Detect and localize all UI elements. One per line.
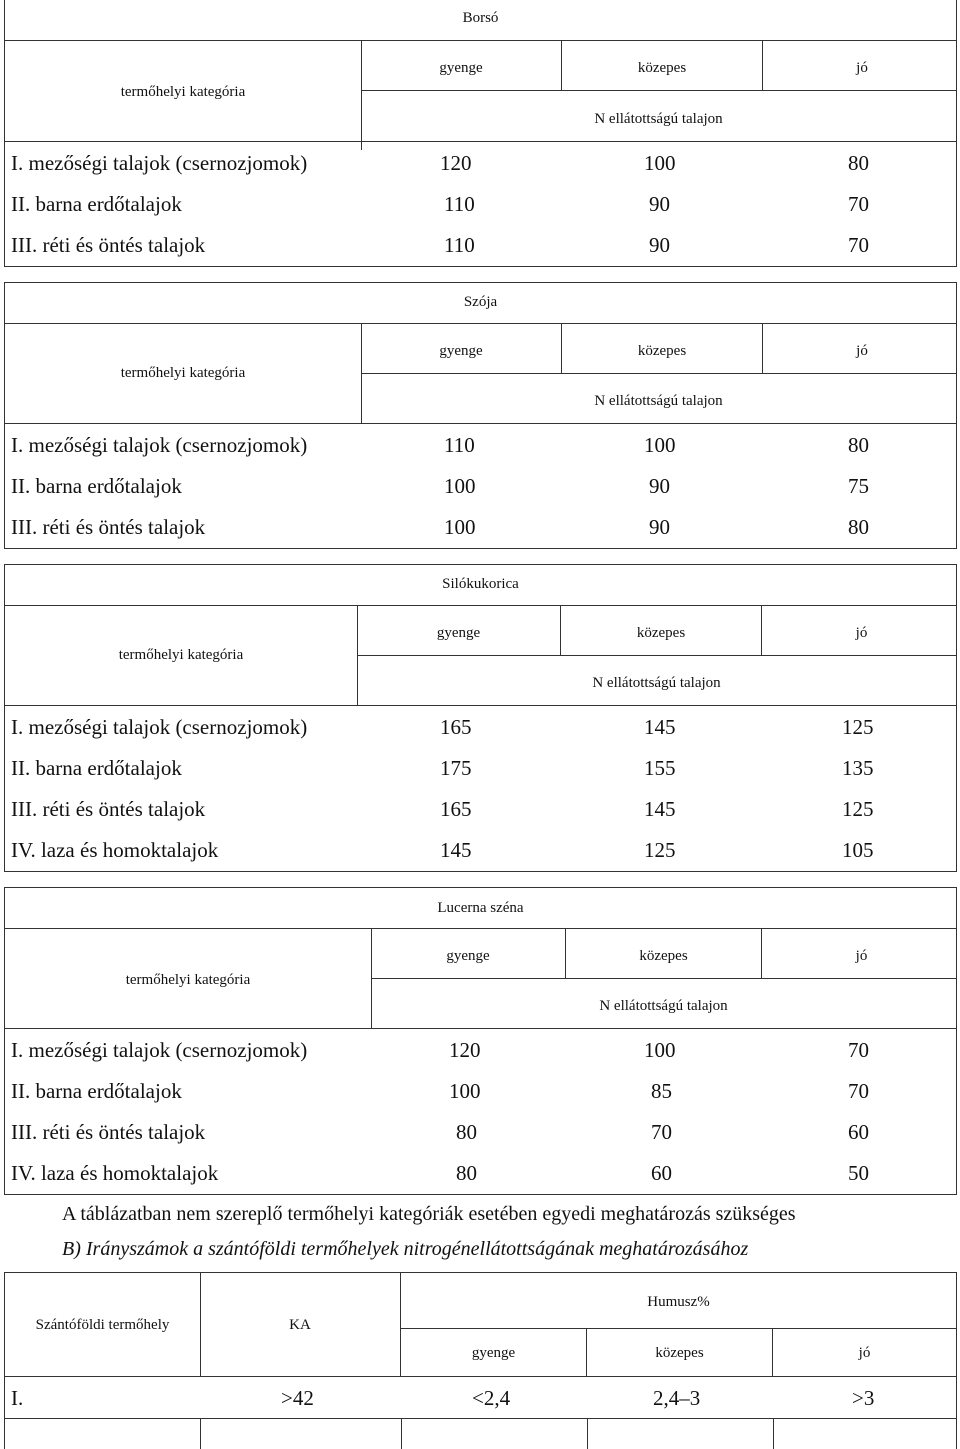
- supply-label: N ellátottságú talajon: [594, 393, 723, 409]
- data-block: [4, 423, 957, 549]
- value-good: 75: [848, 474, 869, 498]
- good-label: jó: [858, 1345, 871, 1361]
- value-good: 60: [848, 1120, 869, 1144]
- weak-label: gyenge: [439, 60, 483, 76]
- value-good: 80: [848, 515, 869, 539]
- table-title: [4, 0, 957, 41]
- value-weak: 100: [449, 1079, 481, 1103]
- col-humus-header: [401, 1272, 957, 1329]
- section-b-title: B) Irányszámok a szántóföldi termőhelyek nitrogénellátottságának meghatározásához: [62, 1238, 749, 1260]
- supply-label: N ellátottságú talajon: [592, 675, 721, 691]
- value-weak: 165: [440, 715, 472, 739]
- table-row: [5, 1029, 956, 1070]
- weak-label: gyenge: [436, 625, 481, 641]
- header-weak: [361, 40, 562, 91]
- header-good: [762, 928, 957, 979]
- supply-label: N ellátottságú talajon: [594, 111, 723, 127]
- header-supply: [371, 979, 957, 1028]
- humus-good-header: [773, 1328, 957, 1376]
- row-label: II. barna erdőtalajok: [11, 756, 182, 780]
- col-divider: [587, 1418, 588, 1449]
- value-medium: 145: [644, 797, 676, 821]
- medium-label: közepes: [637, 60, 687, 76]
- value-weak: 145: [440, 838, 472, 862]
- table-title-text: Lucerna széna: [437, 900, 524, 916]
- header-category: [4, 605, 358, 705]
- table-title-text: Borsó: [462, 10, 499, 26]
- header-medium: [562, 323, 763, 374]
- table-row: [5, 1070, 956, 1111]
- data-block: [4, 141, 957, 267]
- medium-label: közepes: [655, 1345, 704, 1361]
- good-label: jó: [856, 343, 868, 359]
- value-weak: 110: [444, 192, 475, 216]
- col-site-label: Szántóföldi termőhely: [35, 1317, 170, 1333]
- cell-site: I.: [11, 1386, 24, 1410]
- good-label: jó: [856, 60, 868, 76]
- value-medium: 60: [651, 1161, 672, 1185]
- header-weak: [371, 928, 566, 979]
- table-row: [5, 829, 956, 870]
- table-title: [4, 282, 957, 324]
- table-row: [5, 788, 956, 829]
- weak-label: gyenge: [439, 343, 483, 359]
- table-row: [5, 465, 956, 506]
- row-label: III. réti és öntés talajok: [11, 797, 206, 821]
- value-good: 105: [842, 838, 874, 862]
- medium-label: közepes: [636, 625, 686, 641]
- header-supply: [361, 91, 957, 141]
- value-medium: 100: [644, 151, 676, 175]
- value-good: 70: [848, 1079, 869, 1103]
- cell-weak: <2,4: [472, 1386, 511, 1410]
- row-label: IV. laza és homoktalajok: [11, 1161, 219, 1185]
- row-label: II. barna erdőtalajok: [11, 192, 182, 216]
- header-medium: [562, 40, 763, 91]
- header-supply: [361, 374, 957, 423]
- table-title-text: Szója: [463, 294, 498, 310]
- value-medium: 100: [644, 433, 676, 457]
- value-weak: 100: [444, 515, 476, 539]
- value-good: 80: [848, 433, 869, 457]
- value-weak: 120: [449, 1038, 481, 1062]
- cell-medium: 2,4–3: [653, 1386, 701, 1410]
- data-block: [4, 705, 957, 872]
- category-header-label: termőhelyi kategória: [120, 84, 246, 100]
- good-label: jó: [855, 948, 868, 964]
- table-row: [5, 183, 956, 224]
- cell-ka: >42: [281, 1386, 314, 1410]
- header-weak: [361, 323, 562, 374]
- value-medium: 85: [651, 1079, 672, 1103]
- value-good: 80: [848, 151, 869, 175]
- header-category: [4, 928, 372, 1028]
- table-row: [5, 424, 956, 465]
- row-label: I. mezőségi talajok (csernozjomok): [11, 715, 308, 739]
- col-divider: [401, 1418, 402, 1449]
- row-label: II. barna erdőtalajok: [11, 1079, 182, 1103]
- header-category: [4, 40, 362, 150]
- row-label: I. mezőségi talajok (csernozjomok): [11, 151, 308, 175]
- weak-label: gyenge: [446, 948, 490, 964]
- table-row: [5, 706, 956, 747]
- table-title-text: Silókukorica: [442, 576, 519, 592]
- row-label: III. réti és öntés talajok: [11, 1120, 206, 1144]
- table-title: [4, 887, 957, 929]
- row-label: III. réti és öntés talajok: [11, 515, 206, 539]
- row-label: II. barna erdőtalajok: [11, 474, 182, 498]
- table-row: [5, 747, 956, 788]
- value-medium: 90: [649, 474, 670, 498]
- value-medium: 90: [649, 192, 670, 216]
- value-weak: 110: [444, 233, 475, 257]
- col-divider: [200, 1418, 201, 1449]
- value-weak: 80: [456, 1161, 477, 1185]
- cell-good: >3: [852, 1386, 875, 1410]
- value-good: 50: [848, 1161, 869, 1185]
- value-weak: 175: [440, 756, 472, 780]
- row-label: I. mezőségi talajok (csernozjomok): [11, 433, 308, 457]
- value-medium: 100: [644, 1038, 676, 1062]
- value-medium: 145: [644, 715, 676, 739]
- row-label: I. mezőségi talajok (csernozjomok): [11, 1038, 308, 1062]
- header-category: [4, 323, 362, 423]
- table-b: [4, 1272, 957, 1449]
- table-row: [4, 1376, 957, 1419]
- header-supply: [357, 656, 957, 705]
- col-ka-header: [200, 1272, 401, 1377]
- value-good: 70: [848, 192, 869, 216]
- data-block: [4, 1028, 957, 1195]
- value-good: 70: [848, 233, 869, 257]
- header-good: [763, 323, 957, 374]
- value-weak: 80: [456, 1120, 477, 1144]
- header-medium: [566, 928, 762, 979]
- table-row: [5, 1152, 956, 1193]
- col-ka-label: KA: [289, 1317, 311, 1333]
- note-text: A táblázatban nem szereplő termőhelyi kategóriák esetében egyedi meghatározás szükséges: [62, 1203, 796, 1225]
- value-weak: 165: [440, 797, 472, 821]
- empty-row: [4, 1418, 957, 1449]
- value-good: 70: [848, 1038, 869, 1062]
- value-medium: 90: [649, 515, 670, 539]
- col-site-header: [4, 1272, 201, 1377]
- value-medium: 125: [644, 838, 676, 862]
- value-medium: 90: [649, 233, 670, 257]
- value-weak: 100: [444, 474, 476, 498]
- table-row: [5, 142, 956, 183]
- table-title: [4, 564, 957, 606]
- value-good: 125: [842, 715, 874, 739]
- table-row: [5, 1111, 956, 1152]
- col-divider: [773, 1418, 774, 1449]
- row-label: III. réti és öntés talajok: [11, 233, 206, 257]
- header-good: [763, 40, 957, 91]
- value-good: 135: [842, 756, 874, 780]
- value-good: 125: [842, 797, 874, 821]
- value-medium: 70: [651, 1120, 672, 1144]
- humus-weak-header: [401, 1328, 587, 1376]
- medium-label: közepes: [637, 343, 687, 359]
- good-label: jó: [855, 625, 868, 641]
- value-weak: 110: [444, 433, 475, 457]
- weak-label: gyenge: [471, 1345, 516, 1361]
- header-weak: [357, 605, 561, 656]
- category-header-label: termőhelyi kategória: [125, 972, 251, 988]
- humus-medium-header: [587, 1328, 773, 1376]
- table-row: [5, 506, 956, 547]
- value-weak: 120: [440, 151, 472, 175]
- header-medium: [561, 605, 762, 656]
- category-header-label: termőhelyi kategória: [118, 647, 244, 663]
- supply-label: N ellátottságú talajon: [599, 998, 728, 1014]
- table-row: [5, 224, 956, 265]
- medium-label: közepes: [639, 948, 688, 964]
- header-good: [762, 605, 957, 656]
- col-humus-label: Humusz%: [647, 1294, 710, 1310]
- row-label: IV. laza és homoktalajok: [11, 838, 219, 862]
- value-medium: 155: [644, 756, 676, 780]
- category-header-label: termőhelyi kategória: [120, 365, 246, 381]
